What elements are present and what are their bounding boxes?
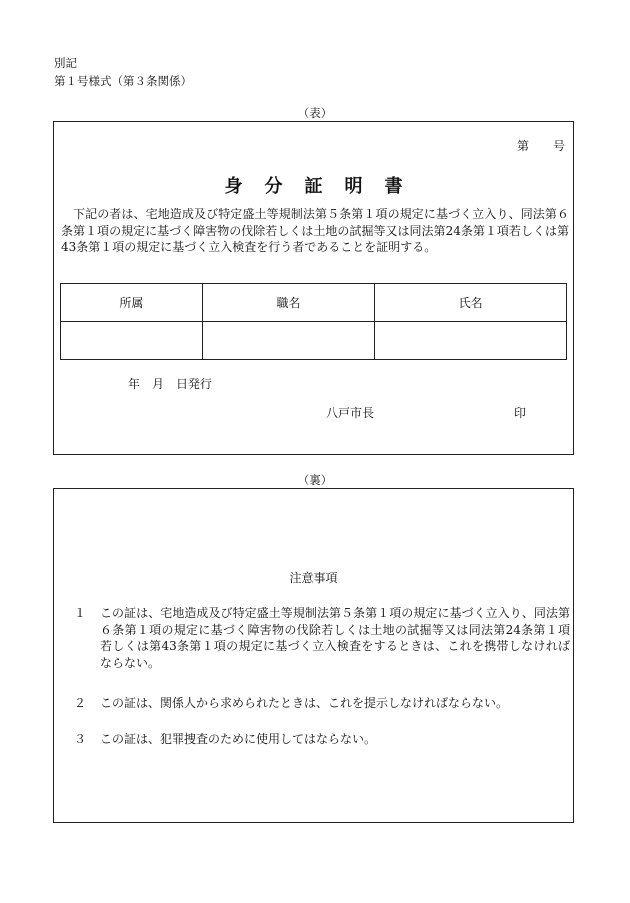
form-number-label: 第１号様式（第３条関係）	[54, 74, 192, 88]
holder-info-table	[60, 283, 567, 360]
affiliation-header: 所属	[61, 284, 203, 322]
note-number: ３	[74, 732, 87, 746]
holder-info-value-row	[61, 322, 567, 360]
name-header: 氏名	[375, 284, 567, 322]
note-text: この証は、宅地造成及び特定盛土等規制法第５条第１項の規定に基づく立入り、同法第６条第１項の規定に基づく障害物の伐除若しくは土地の試掘等又は同法第24条第１項若しくは第43条第１項の規定に基づく立入検査をするときは、これを携帯しなければならない。	[100, 606, 570, 670]
affiliation-cell	[61, 322, 203, 360]
note-item	[74, 731, 570, 748]
note-number: １	[74, 606, 87, 620]
certificate-title: 身分証明書	[224, 176, 425, 197]
holder-info-header-row	[61, 284, 567, 322]
position-header: 職名	[202, 284, 375, 322]
certificate-number-label: 第 号	[516, 139, 565, 153]
issue-date: 年 月 日発行	[128, 377, 213, 391]
back-side-label: （裏）	[297, 473, 333, 487]
note-text: この証は、関係人から求められたときは、これを提示しなければならない。	[100, 696, 509, 710]
note-text: この証は、犯罪捜査のために使用してはならない。	[100, 732, 377, 746]
position-cell	[202, 322, 375, 360]
seal-mark: 印	[514, 406, 527, 420]
notes-title: 注意事項	[289, 571, 338, 585]
id-certificate-front	[53, 121, 574, 455]
front-side-label: （表）	[297, 106, 333, 120]
note-item	[74, 605, 570, 671]
id-certificate-back	[53, 488, 574, 823]
note-number: ２	[74, 696, 87, 710]
name-cell	[375, 322, 567, 360]
certificate-body-text: 下記の者は、宅地造成及び特定盛土等規制法第５条第１項の規定に基づく立入り、同法第６条第１項の規定に基づく障害物の伐除若しくは土地の試掘等又は同法第24条第１項若しくは第43条第１項の規定に基づく立入検査を行う者であることを証明する。	[61, 207, 569, 254]
appendix-label: 別記	[54, 56, 77, 70]
issuer-name: 八戸市長	[326, 406, 375, 420]
note-item	[74, 695, 570, 712]
